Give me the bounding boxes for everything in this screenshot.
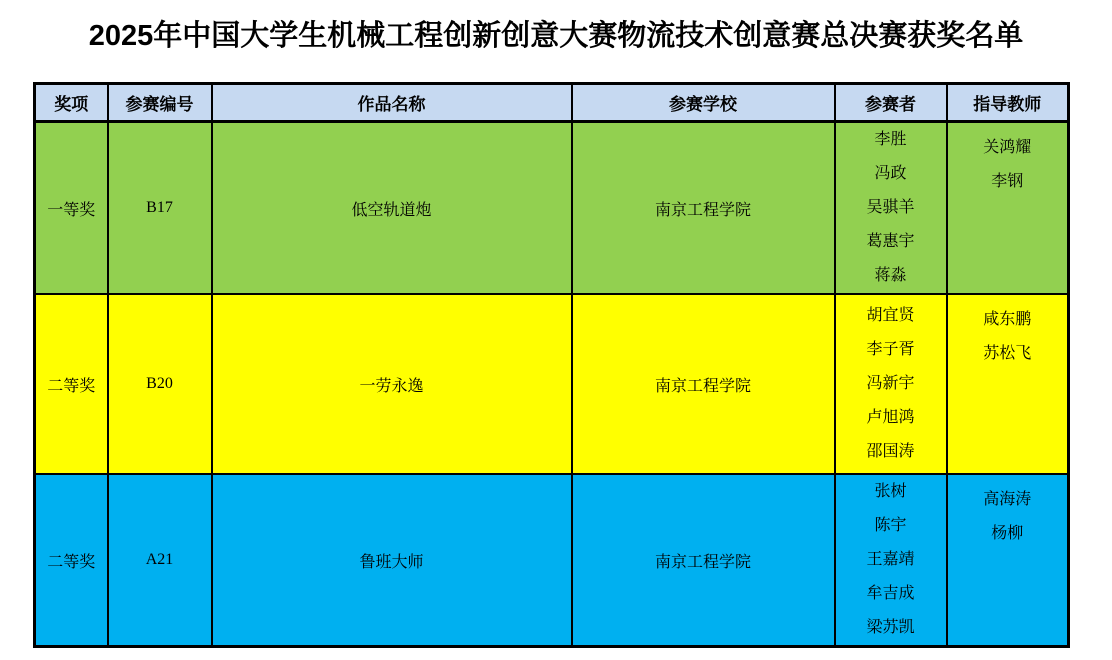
participant-name: 李胜 [874,131,907,148]
page-title: 2025年中国大学生机械工程创新创意大赛物流技术创意赛总决赛获奖名单 [88,20,1024,52]
advisor-name: 苏松飞 [983,345,1032,362]
participant-name: 张树 [874,483,907,500]
work-name-cell: 一劳永逸 [212,294,572,474]
entry-no-cell: B17 [108,122,212,295]
table-row [35,294,1069,474]
table-row [35,474,1069,647]
header-cell-school: 参赛学校 [572,84,835,122]
participant-name: 邵国涛 [866,443,915,460]
entry-no-cell: A21 [108,474,212,647]
participant-name: 胡宜贤 [866,307,915,324]
advisor-name: 关鸿耀 [983,139,1032,156]
participant-name: 卢旭鸿 [866,409,915,426]
participant-name: 王嘉靖 [866,551,915,568]
school-cell: 南京工程学院 [572,474,835,647]
header-row [35,84,1069,122]
award-cell: 二等奖 [35,474,108,647]
participant-name: 冯新宇 [866,375,915,392]
school-cell: 南京工程学院 [572,294,835,474]
participants-cell [835,122,947,295]
school-cell: 南京工程学院 [572,122,835,295]
advisors-cell [947,122,1069,295]
participant-name: 葛惠宇 [866,233,915,250]
participant-name: 牟吉成 [866,585,915,602]
work-name-cell: 鲁班大师 [212,474,572,647]
header-cell-award: 奖项 [35,84,108,122]
advisor-name: 李钢 [991,173,1024,190]
header-cell-entry-no: 参赛编号 [108,84,212,122]
advisor-name: 高海涛 [983,491,1032,508]
award-cell: 一等奖 [35,122,108,295]
participant-name: 梁苏凯 [866,619,915,636]
entry-no-cell: B20 [108,294,212,474]
advisor-name: 杨柳 [991,525,1024,542]
participants-cell [835,474,947,647]
participant-name: 冯政 [874,165,907,182]
participant-name: 李子胥 [866,341,915,358]
advisor-name: 咸东鹏 [983,311,1032,328]
award-cell: 二等奖 [35,294,108,474]
participants-cell [835,294,947,474]
header-cell-advisors: 指导教师 [947,84,1069,122]
header-cell-work-name: 作品名称 [212,84,572,122]
advisors-cell [947,474,1069,647]
awards-table [33,82,1070,648]
table-row [35,122,1069,295]
participant-name: 陈宇 [874,517,907,534]
participant-name: 蒋淼 [874,267,907,284]
participant-name: 吴骐羊 [866,199,915,216]
work-name-cell: 低空轨道炮 [212,122,572,295]
advisors-cell [947,294,1069,474]
header-cell-participants: 参赛者 [835,84,947,122]
